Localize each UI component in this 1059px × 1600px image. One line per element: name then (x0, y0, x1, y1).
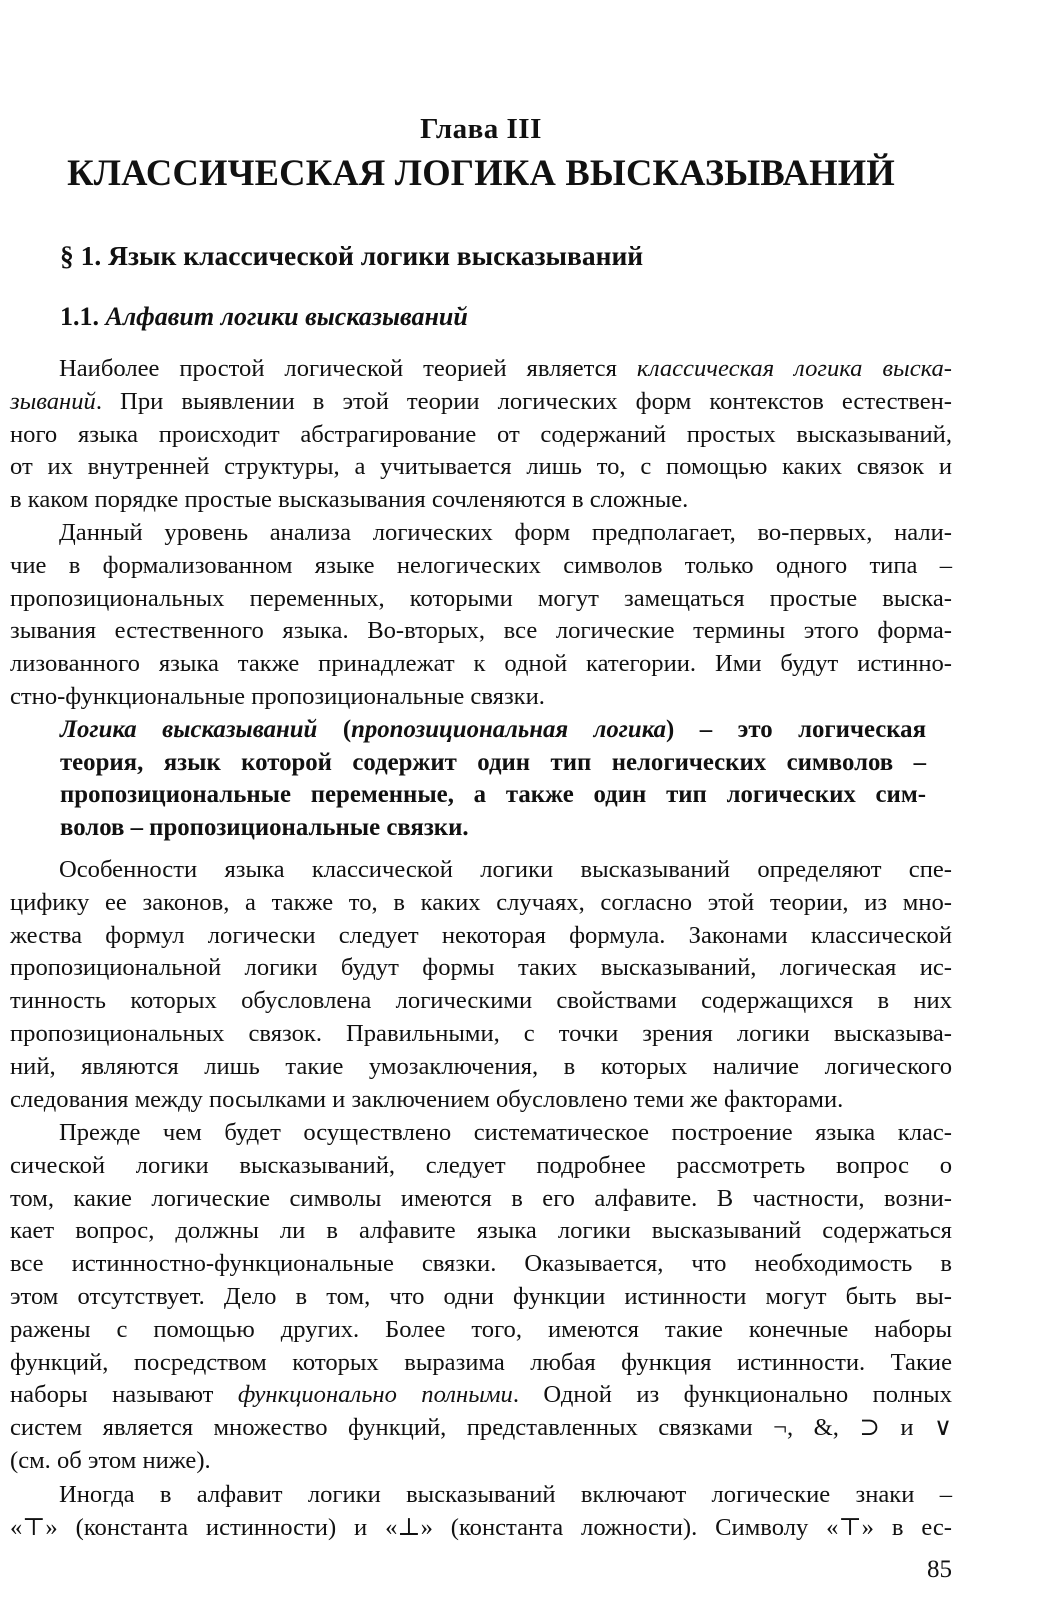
text-line: тинность которых обусловлена логическими свойствами содержащихся в них (10, 987, 952, 1015)
text-line (10, 353, 952, 386)
text-run: ( (317, 716, 352, 743)
text-line: систем является множество функций, представленных связками ¬, &, ⊃ и ∨ (10, 1414, 952, 1442)
text-line: пропозициональные переменные, а также один тип логических сим- (60, 781, 926, 808)
text-line: теория, язык которой содержит один тип нелогических символов – (60, 748, 926, 776)
term-emphasis: Логика высказываний (60, 716, 318, 743)
text-line: пропозициональной логики будут формы таких высказываний, логическая ис- (10, 954, 952, 982)
text-line: том, какие логические символы имеются в его алфавите. В частности, возни- (10, 1184, 952, 1212)
text-line: лизованного языка также принадлежат к одной категории. Ими будут истинно- (10, 650, 952, 678)
text-line: функций, посредством которых выразима любая функция истинности. Такие (10, 1348, 952, 1376)
text-line: Иногда в алфавит логики высказываний включают логические знаки – (59, 1481, 952, 1508)
text-line (60, 714, 926, 747)
page-number: 85 (927, 1556, 952, 1583)
text-line: (см. об этом ниже). (10, 1446, 211, 1474)
term-emphasis: функционально полными (237, 1381, 513, 1409)
text-line: сической логики высказываний, следует подробнее рассмотреть вопрос о (10, 1151, 952, 1179)
paragraph-3 (10, 854, 952, 1116)
text-line (10, 1379, 952, 1412)
text-line: «⊤» (константа истинности) и «⊥» (константа ложности). Символу «⊤» в ес- (10, 1513, 952, 1541)
chapter-title: КЛАССИЧЕСКАЯ ЛОГИКА ВЫСКАЗЫВАНИЙ (67, 152, 895, 193)
text-run: Наиболее простой логической теорией является (59, 355, 637, 382)
definition-block (60, 714, 926, 844)
text-run: . Одной из функционально полных (512, 1381, 952, 1409)
paragraph-2 (10, 517, 952, 714)
text-line (10, 386, 952, 419)
book-page (10, 0, 952, 1600)
chapter-number: Глава III (420, 113, 542, 145)
text-line: зывания естественного языка. Во-вторых, все логические термины этого форма- (10, 617, 952, 645)
text-line: ний, являются лишь такие умозаключения, в которых наличие логического (10, 1052, 952, 1080)
subsection-name: Алфавит логики высказываний (105, 302, 468, 331)
text-line: Особенности языка классической логики высказываний определяют спе- (59, 856, 952, 883)
paragraph-4 (10, 1117, 952, 1478)
text-run: ) – это логическая (666, 716, 926, 743)
text-line: цифику ее законов, а также то, в каких случаях, согласно этой теории, из мно- (10, 888, 952, 916)
text-line: в каком порядке простые высказывания сочленяются в сложные. (10, 486, 689, 514)
text-run: наборы называют (10, 1381, 238, 1409)
text-line: ного языка происходит абстрагирование от содержаний простых высказываний, (10, 420, 952, 448)
text-line: пропозициональных связок. Правильными, с точки зрения логики высказыва- (10, 1019, 952, 1047)
text-line: кает вопрос, должны ли в алфавите языка логики высказываний содержаться (10, 1217, 952, 1245)
text-run: . При выявлении в этой теории логических форм контекстов естествен- (95, 387, 952, 415)
subsection-title (60, 302, 468, 332)
text-line: этом отсутствует. Дело в том, что одни функции истинности могут быть вы- (10, 1282, 952, 1310)
text-line: ражены с помощью других. Более того, имеются такие конечные наборы (10, 1315, 952, 1343)
text-line: все истинностно-функциональные связки. Оказывается, что необходимость в (10, 1250, 952, 1278)
term-emphasis: классическая логика выска- (636, 355, 952, 382)
term-emphasis: пропозициональная логика (351, 716, 667, 743)
paragraph-5 (10, 1479, 952, 1545)
text-line: стно-функциональные пропозициональные связки. (10, 682, 545, 710)
section-title: § 1. Язык классической логики высказываний (60, 240, 644, 271)
term-emphasis: зываний (10, 387, 96, 415)
text-line: следования между посылками и заключением обусловлено теми же факторами. (10, 1085, 844, 1113)
text-line: Прежде чем будет осуществлено систематическое построение языка клас- (59, 1119, 952, 1146)
text-line: жества формул логически следует некоторая формула. Законами классической (10, 921, 952, 949)
subsection-number: 1.1. (60, 302, 99, 331)
text-line: пропозициональных переменных, которыми могут замещаться простые выска- (10, 584, 952, 612)
text-line: Данный уровень анализа логических форм предполагает, во-первых, нали- (59, 519, 952, 546)
text-line: чие в формализованном языке нелогических символов только одного типа – (10, 551, 952, 579)
text-line: от их внутренней структуры, а учитывается лишь то, с помощью каких связок и (10, 453, 952, 481)
paragraph-1 (10, 353, 952, 517)
text-line: волов – пропозициональные связки. (60, 813, 469, 841)
